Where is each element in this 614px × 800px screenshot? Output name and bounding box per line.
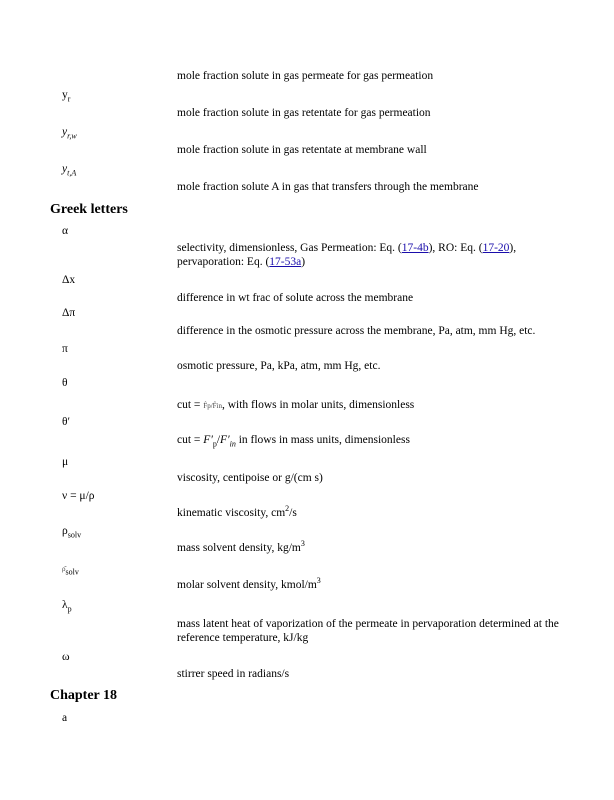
definition-rho-solv: mass solvent density, $kg/m^3$: [177, 539, 305, 554]
symbol-theta: θ: [62, 377, 68, 389]
definition-yp: mole fraction solute in gas permeate for gas permeation: [177, 70, 434, 82]
symbol-omega: ω: [62, 651, 70, 663]
definition-theta: cut = F̂p/F̂in, with flows in molar units, dimensionless: [177, 399, 415, 411]
definition-nu: kinematic viscosity, $cm^2/s$: [177, 504, 297, 519]
symbol-lambda-p: $\lambda_p$: [62, 599, 72, 614]
symbol-rho-hat-solv: $\rhô_{solv}$: [62, 565, 79, 577]
equation-link-17-53a[interactable]: 17-53a: [269, 256, 302, 268]
symbol-nu: ν = μ/ρ: [62, 490, 95, 502]
definition-alpha: selectivity, dimensionless, Gas Permeation: Eq. (17-4b), RO: Eq. (17-20), pervaporation: Eq. (17-53a): [177, 242, 517, 268]
definition-delta-pi: difference in the osmotic pressure across the membrane, Pa, atm, mm Hg, etc.: [177, 325, 536, 337]
equation-link-17-4b[interactable]: 17-4b: [401, 242, 429, 254]
symbol-delta-pi: Δπ: [62, 307, 76, 319]
symbol-delta-x: Δx: [62, 274, 76, 286]
definition-yrw: mole fraction solute in gas retentate at membrane wall: [177, 144, 427, 156]
symbol-yr: $y_r$: [62, 89, 71, 104]
definition-mu: viscosity, centipoise or g/(cm s): [177, 472, 323, 484]
definition-lambda-p: mass latent heat of vaporization of the permeate in pervaporation determined at the reference temperature, kJ/kg: [177, 618, 559, 644]
definition-theta-prime: cut = $F'_p/F'_{in}$ in flows in mass units, dimensionless: [177, 434, 410, 449]
symbol-yrw: $y_{r,w}$: [62, 126, 77, 141]
section-heading-greek-letters: Greek letters: [50, 202, 128, 217]
symbol-a: a: [62, 712, 68, 724]
definition-delta-x: difference in wt frac of solute across the membrane: [177, 292, 414, 304]
symbol-theta-prime: θ′: [62, 416, 71, 428]
symbol-ytA: $y_{t,A}$: [62, 163, 77, 178]
definition-pi: osmotic pressure, Pa, kPa, atm, mm Hg, etc.: [177, 360, 381, 372]
symbol-alpha: α: [62, 225, 69, 237]
symbol-pi: π: [62, 343, 68, 355]
section-heading-chapter-18: Chapter 18: [50, 688, 118, 703]
symbol-rho-solv: $\rho_{solv}$: [62, 525, 82, 540]
definition-yr: mole fraction solute in gas retentate for gas permeation: [177, 107, 431, 119]
definition-omega: stirrer speed in radians/s: [177, 668, 290, 680]
equation-link-17-20[interactable]: 17-20: [482, 242, 510, 254]
definition-ytA: mole fraction solute A in gas that transfers through the membrane: [177, 181, 479, 193]
symbol-mu: μ: [62, 456, 69, 468]
theta-formula-image: F̂p/F̂in: [203, 402, 222, 410]
definition-rho-hat-solv: molar solvent density, kmol/$m^3$: [177, 576, 321, 591]
